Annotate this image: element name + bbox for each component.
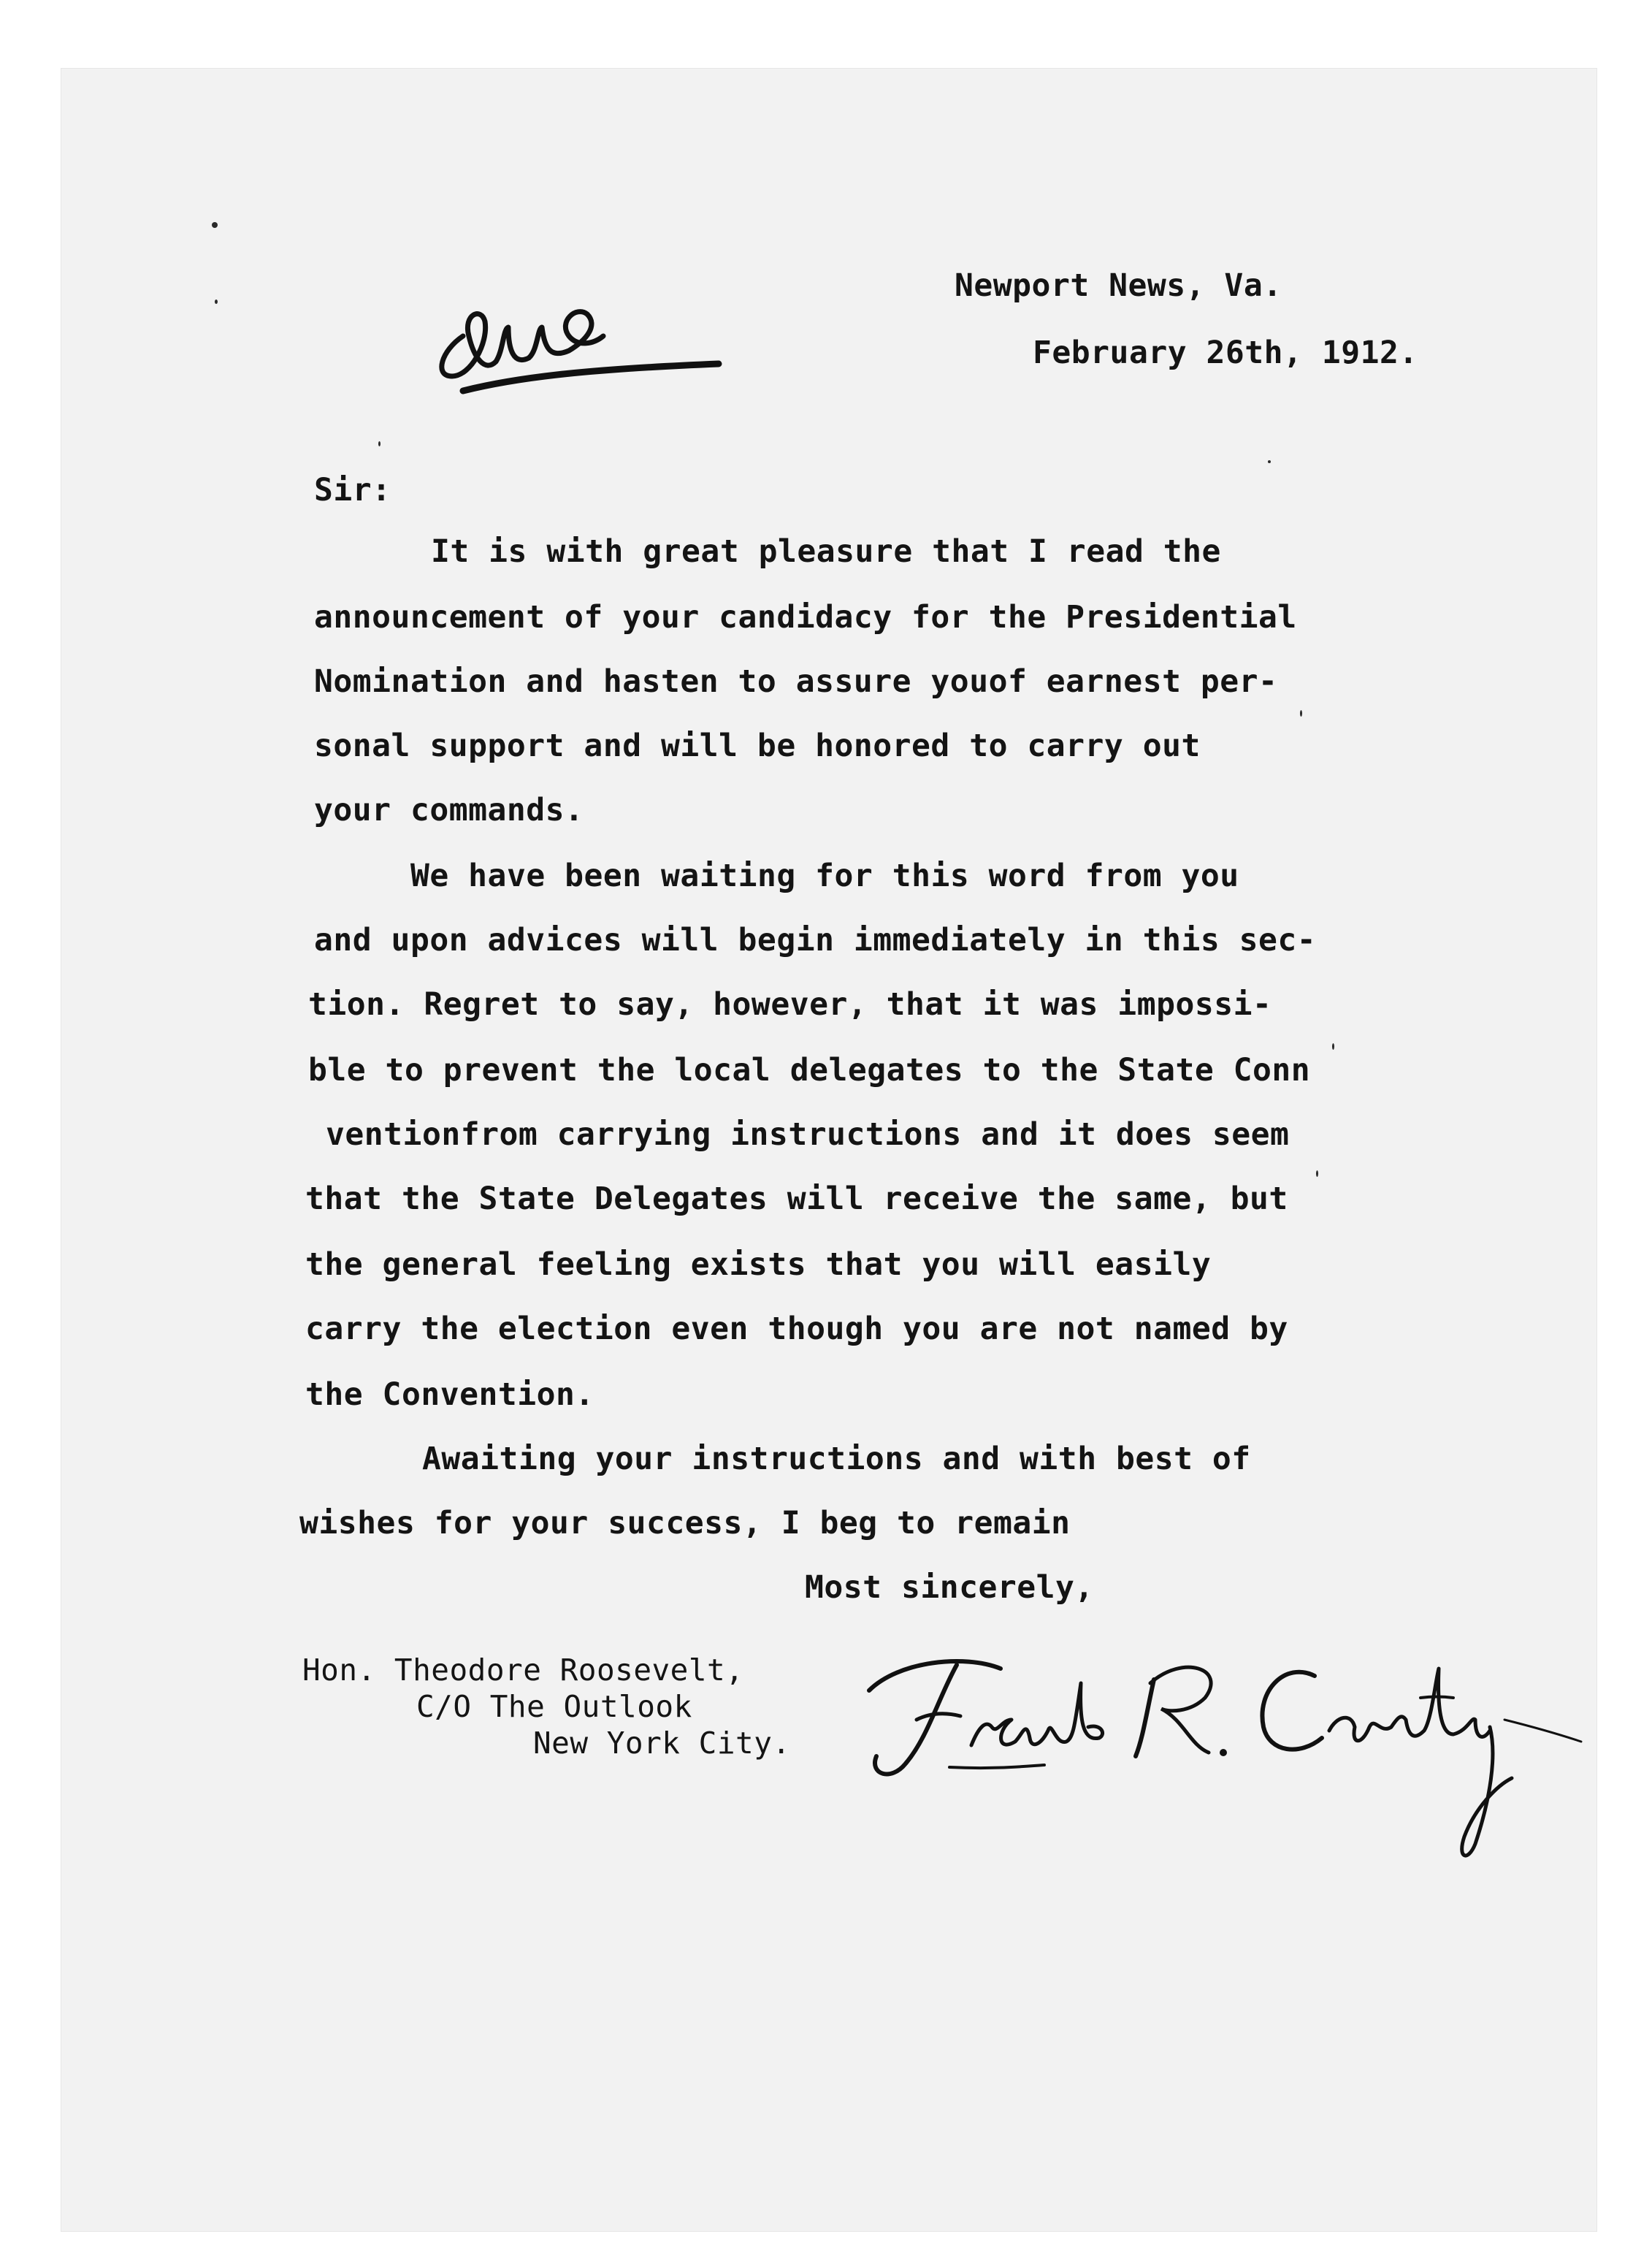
paper-speck <box>1268 460 1271 463</box>
body-line: tion. Regret to say, however, that it was impossi- <box>308 986 1272 1023</box>
body-line: the Convention. <box>305 1376 594 1413</box>
body-line: your commands. <box>314 792 584 828</box>
body-line: Awaiting your instructions and with best of <box>422 1441 1251 1477</box>
body-line: the general feeling exists that you will easily <box>305 1246 1212 1283</box>
paper-speck <box>1332 1043 1334 1050</box>
body-line: Nomination and hasten to assure youof earnest per- <box>314 663 1278 700</box>
body-line: We have been waiting for this word from you <box>410 858 1239 894</box>
inside-address-line: C/O The Outlook <box>416 1689 692 1724</box>
paper-speck <box>1316 1170 1318 1177</box>
paper-speck <box>212 222 218 228</box>
body-line: It is with great pleasure that I read the <box>431 533 1221 570</box>
paper-speck <box>215 300 218 304</box>
body-line: that the State Delegates will receive the same, but <box>305 1181 1288 1217</box>
letter-place: Newport News, Va. <box>955 267 1282 304</box>
letter-date: February 26th, 1912. <box>1033 335 1418 371</box>
body-line: sonal support and will be honored to carry out <box>314 728 1201 764</box>
body-line: ble to prevent the local delegates to the State Conn <box>308 1052 1311 1089</box>
salutation: Sir: <box>314 472 391 508</box>
handwritten-ans-mark <box>412 241 748 431</box>
paper-speck <box>1300 710 1302 717</box>
closing: Most sincerely, <box>805 1569 1094 1606</box>
body-line: wishes for your success, I beg to remain <box>299 1505 1071 1541</box>
inside-address-line: New York City. <box>533 1726 791 1761</box>
inside-address-line: Hon. Theodore Roosevelt, <box>302 1652 744 1688</box>
letter-page <box>61 69 1596 2231</box>
body-line: carry the election even though you are not named by <box>305 1311 1288 1347</box>
paper-speck <box>378 441 381 446</box>
body-line: announcement of your candidacy for the Presidential <box>314 599 1297 636</box>
body-line: and upon advices will begin immediately in this sec- <box>314 922 1317 958</box>
body-line: ventionfrom carrying instructions and it does seem <box>326 1116 1290 1153</box>
handwritten-signature <box>847 1610 1585 1873</box>
